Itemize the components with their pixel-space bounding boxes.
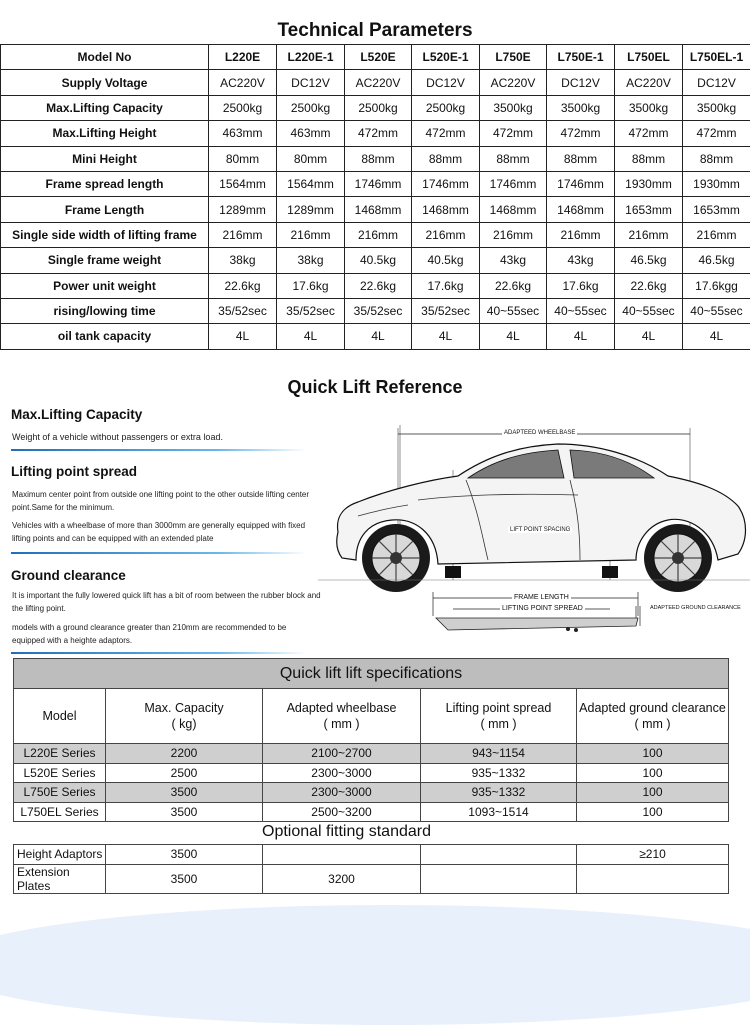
table-row <box>1 70 750 95</box>
table-cell: 1653mm <box>683 197 750 222</box>
table-cell: 216mm <box>277 222 345 247</box>
table-cell: 38kg <box>277 248 345 273</box>
table-cell: 46.5kg <box>615 248 683 273</box>
technical-parameters-title: Technical Parameters <box>0 20 750 42</box>
table-cell: 216mm <box>547 222 615 247</box>
row-label: Mini Height <box>1 146 209 171</box>
table-cell: 2500kg <box>412 95 480 120</box>
table-cell: DC12V <box>547 70 615 95</box>
table-cell: 40~55sec <box>480 298 547 323</box>
table-cell: 80mm <box>277 146 345 171</box>
table-cell: 1468mm <box>412 197 480 222</box>
table-cell: 1564mm <box>277 171 345 196</box>
table-cell: 3500kg <box>547 95 615 120</box>
table-row <box>1 248 750 273</box>
table-cell: 4L <box>209 324 277 349</box>
table-cell: 22.6kg <box>615 273 683 298</box>
header-model: Model <box>14 689 106 744</box>
table-cell: 1930mm <box>615 171 683 196</box>
row-label: Single frame weight <box>1 248 209 273</box>
table-cell: L520E <box>345 45 412 70</box>
rear-wheel <box>644 524 712 592</box>
table-cell: 35/52sec <box>209 298 277 323</box>
table-cell: 216mm <box>683 222 750 247</box>
table-row <box>1 45 750 70</box>
row-label: rising/lowing time <box>1 298 209 323</box>
table-cell: 1289mm <box>209 197 277 222</box>
table-cell: 4L <box>412 324 480 349</box>
table-cell: 216mm <box>209 222 277 247</box>
table-cell: L750EL <box>615 45 683 70</box>
table-cell: 472mm <box>615 121 683 146</box>
diagram-label-ground-clearance: ADAPTEED GROUND CLEARANCE <box>650 605 741 611</box>
table-cell: 35/52sec <box>345 298 412 323</box>
table-cell: 216mm <box>412 222 480 247</box>
section-text: models with a ground clearance greater than 210mm are recommended to be equipped with a heighte adaptors. <box>12 621 312 647</box>
section-text: Maximum center point from outside one lifting point to the other outside lifting center point.Same for the minimum. <box>12 488 312 514</box>
table-cell: 17.6kg <box>412 273 480 298</box>
diagram-label-lifting-point-spread: LIFTING POINT SPREAD <box>500 605 585 612</box>
diagram-label-wheelbase: ADAPTEED WHEELBASE <box>502 430 577 436</box>
row-label: Max.Lifting Capacity <box>1 95 209 120</box>
header-clearance: Adapted ground clearance ( mm ) <box>577 689 729 744</box>
table-cell: 22.6kg <box>209 273 277 298</box>
table-cell: 43kg <box>480 248 547 273</box>
table-cell: 2500kg <box>345 95 412 120</box>
table-row <box>1 222 750 247</box>
table-cell: 216mm <box>615 222 683 247</box>
table-row: Height Adaptors 3500 ≥210 <box>14 845 729 865</box>
table-cell: 1564mm <box>209 171 277 196</box>
table-cell: 3500kg <box>683 95 750 120</box>
optional-fitting-table <box>13 844 729 894</box>
table-row <box>1 121 750 146</box>
table-cell: 40~55sec <box>683 298 750 323</box>
table-cell: 4L <box>277 324 345 349</box>
header-spread: Lifting point spread ( mm ) <box>421 689 577 744</box>
diagram-label-lift-point-spacing: LIFT POINT SPACING <box>508 527 572 533</box>
table-cell: 1289mm <box>277 197 345 222</box>
front-wheel <box>362 524 430 592</box>
table-row: L750EL Series 3500 2500~3200 1093~1514 100 <box>14 802 729 822</box>
table-cell: 216mm <box>345 222 412 247</box>
table-cell: L750EL-1 <box>683 45 750 70</box>
table-row <box>1 324 750 349</box>
table-cell: 40~55sec <box>615 298 683 323</box>
table-cell: AC220V <box>345 70 412 95</box>
section-heading-ground-clearance: Ground clearance <box>11 568 126 583</box>
section-heading-max-capacity: Max.Lifting Capacity <box>11 407 142 422</box>
table-row: Extension Plates 3500 3200 <box>14 864 729 893</box>
table-row <box>1 171 750 196</box>
table-cell: 22.6kg <box>345 273 412 298</box>
row-label: Model No <box>1 45 209 70</box>
table-cell: AC220V <box>615 70 683 95</box>
section-text: It is important the fully lowered quick lift has a bit of room between the rubber block and the lifting point. <box>12 589 322 615</box>
table-cell: 88mm <box>480 146 547 171</box>
section-text: Weight of a vehicle without passengers or extra load. <box>12 431 312 444</box>
table-cell: 4L <box>547 324 615 349</box>
table-cell: 88mm <box>345 146 412 171</box>
table-cell: 1746mm <box>480 171 547 196</box>
table-cell: 472mm <box>345 121 412 146</box>
table-cell: 40.5kg <box>345 248 412 273</box>
section-heading-lifting-point-spread: Lifting point spread <box>11 464 137 479</box>
table-row <box>1 273 750 298</box>
background-decoration <box>0 905 750 1025</box>
table-cell: AC220V <box>480 70 547 95</box>
section-divider <box>11 652 307 654</box>
table-cell: 3500kg <box>615 95 683 120</box>
row-label: Frame Length <box>1 197 209 222</box>
table-cell: 2500kg <box>209 95 277 120</box>
table-row: L520E Series 2500 2300~3000 935~1332 100 <box>14 763 729 783</box>
table-cell: 17.6kg <box>547 273 615 298</box>
lift-frame <box>436 618 638 630</box>
table-row <box>1 197 750 222</box>
table-row <box>1 146 750 171</box>
table-cell: DC12V <box>412 70 480 95</box>
table-cell: DC12V <box>277 70 345 95</box>
table-cell: 216mm <box>480 222 547 247</box>
row-label: Single side width of lifting frame <box>1 222 209 247</box>
table-cell: 40.5kg <box>412 248 480 273</box>
table-cell: 1746mm <box>345 171 412 196</box>
table-cell: 40~55sec <box>547 298 615 323</box>
row-label: Max.Lifting Height <box>1 121 209 146</box>
table-cell: 88mm <box>412 146 480 171</box>
table-cell: 1746mm <box>412 171 480 196</box>
table-cell: 2500kg <box>277 95 345 120</box>
table-cell: 463mm <box>209 121 277 146</box>
table-row <box>1 95 750 120</box>
technical-parameters-table <box>0 44 750 350</box>
table-cell: DC12V <box>683 70 750 95</box>
table-cell: 22.6kg <box>480 273 547 298</box>
specifications-title: Quick lift lift specifications <box>14 659 729 689</box>
table-cell: 472mm <box>412 121 480 146</box>
table-cell: 1930mm <box>683 171 750 196</box>
table-cell: L750E-1 <box>547 45 615 70</box>
table-cell: 88mm <box>615 146 683 171</box>
table-cell: 1468mm <box>480 197 547 222</box>
section-divider <box>11 449 307 451</box>
row-label: Frame spread length <box>1 171 209 196</box>
table-cell: 1653mm <box>615 197 683 222</box>
row-label: Supply Voltage <box>1 70 209 95</box>
table-cell: 38kg <box>209 248 277 273</box>
table-cell: 1468mm <box>547 197 615 222</box>
table-row: L750E Series 3500 2300~3000 935~1332 100 <box>14 783 729 803</box>
table-row <box>1 298 750 323</box>
table-cell: 35/52sec <box>412 298 480 323</box>
diagram-label-frame-length: FRAME LENGTH <box>512 594 571 601</box>
quick-lift-specifications-table <box>13 658 729 822</box>
table-cell: 80mm <box>209 146 277 171</box>
table-cell: 46.5kg <box>683 248 750 273</box>
table-cell: 472mm <box>480 121 547 146</box>
quick-lift-reference-title: Quick Lift Reference <box>0 377 750 398</box>
section-divider <box>11 552 307 554</box>
table-row: L220E Series 2200 2100~2700 943~1154 100 <box>14 744 729 764</box>
table-cell: L750E <box>480 45 547 70</box>
table-cell: L220E-1 <box>277 45 345 70</box>
header-wheelbase: Adapted wheelbase ( mm ) <box>263 689 421 744</box>
table-cell: 4L <box>345 324 412 349</box>
table-cell: 35/52sec <box>277 298 345 323</box>
table-cell: 17.6kg <box>277 273 345 298</box>
table-cell: 463mm <box>277 121 345 146</box>
header-capacity: Max. Capacity ( kg) <box>106 689 263 744</box>
table-cell: 88mm <box>547 146 615 171</box>
table-cell: 4L <box>615 324 683 349</box>
table-cell: 88mm <box>683 146 750 171</box>
lift-block <box>602 566 618 578</box>
table-cell: 4L <box>480 324 547 349</box>
table-cell: 472mm <box>547 121 615 146</box>
lift-block <box>445 566 461 578</box>
row-label: oil tank capacity <box>1 324 209 349</box>
table-cell: 43kg <box>547 248 615 273</box>
table-cell: 17.6kgg <box>683 273 750 298</box>
table-cell: 1468mm <box>345 197 412 222</box>
optional-fitting-title: Optional fitting standard <box>262 823 431 841</box>
table-cell: 472mm <box>683 121 750 146</box>
table-cell: 3500kg <box>480 95 547 120</box>
table-cell: 1746mm <box>547 171 615 196</box>
row-label: Power unit weight <box>1 273 209 298</box>
section-text: Vehicles with a wheelbase of more than 3000mm are generally equipped with fixed lifting points and can be equipped with an extended plate <box>12 519 308 545</box>
table-cell: 4L <box>683 324 750 349</box>
table-cell: L520E-1 <box>412 45 480 70</box>
table-cell: AC220V <box>209 70 277 95</box>
table-cell: L220E <box>209 45 277 70</box>
